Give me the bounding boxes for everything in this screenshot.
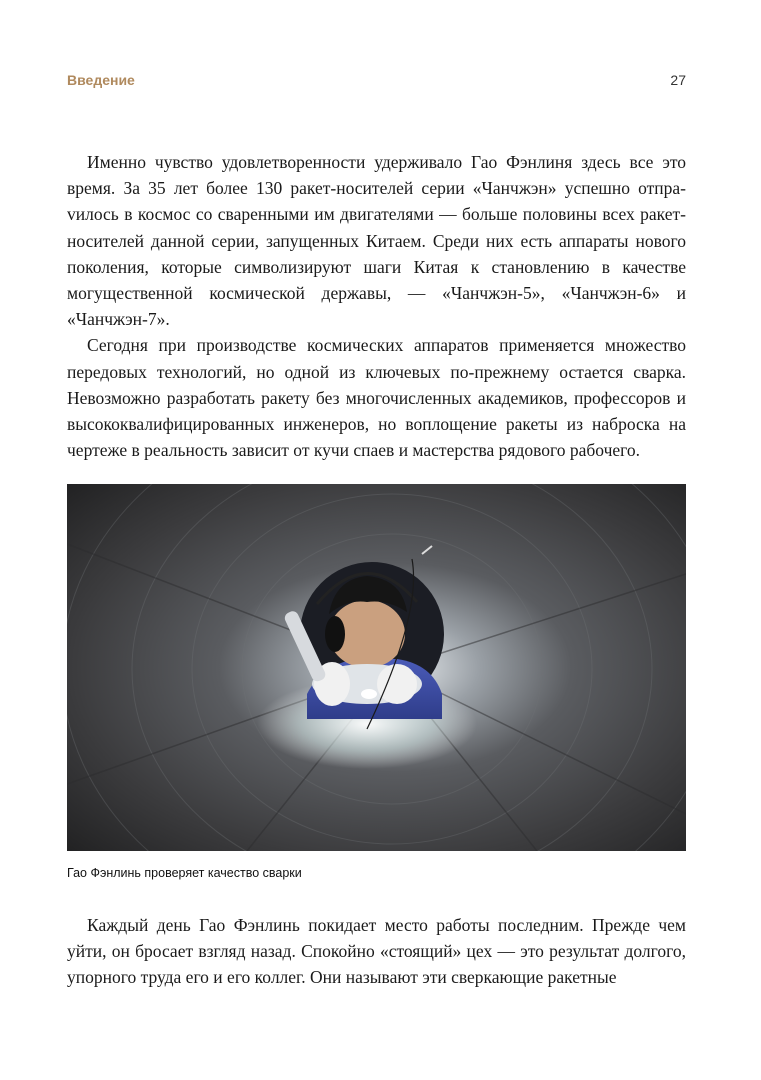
body-text-bottom: [67, 912, 686, 991]
paragraph-3: Каждый день Гао Фэнлинь покидает место работы последним. Прежде чем уйти, он бросает взгляд назад. Спокойно «стоящий» цех — это результат долгого, упорного труда его и его коллег. Они называют эти сверкающие ракетные: [67, 915, 686, 988]
body-text-top: [67, 149, 686, 463]
paragraph-2: Сегодня при производстве космических аппаратов применяется множество передовых технологий, но одной из ключевых по-прежнему остается сварка. Невозможно разработать ракету без многочисленных академиков, профессоров и высококвалифицированных инженеров, но воплощение ракеты из наброска на чертеже в реальность зависит от кучи спаев и мастерства рядового рабочего.: [67, 335, 686, 461]
running-head-section-title: Введение: [67, 72, 135, 88]
paragraph-1: Именно чувство удовлетворенности удерживало Гао Фэнлиня здесь все это время. За 35 лет более 130 ракет-носителей серии «Чанчжэн» успешно отпраvилось в космос со сваренными им двигателями — больше половины всех ракет-носителей данной серии, запущенных Китаем. Среди них есть аппараты нового поколения, которые символизируют шаги Китая к становлению в качестве могущественной космической державы, — «Чанчжэн-5», «Чанчжэн-6» и «Чанчжэн-7».: [67, 152, 686, 330]
welding-photo: [67, 484, 686, 851]
figure-caption: Гао Фэнлинь проверяет качество сварки: [67, 866, 302, 880]
page-number: 27: [670, 72, 686, 88]
